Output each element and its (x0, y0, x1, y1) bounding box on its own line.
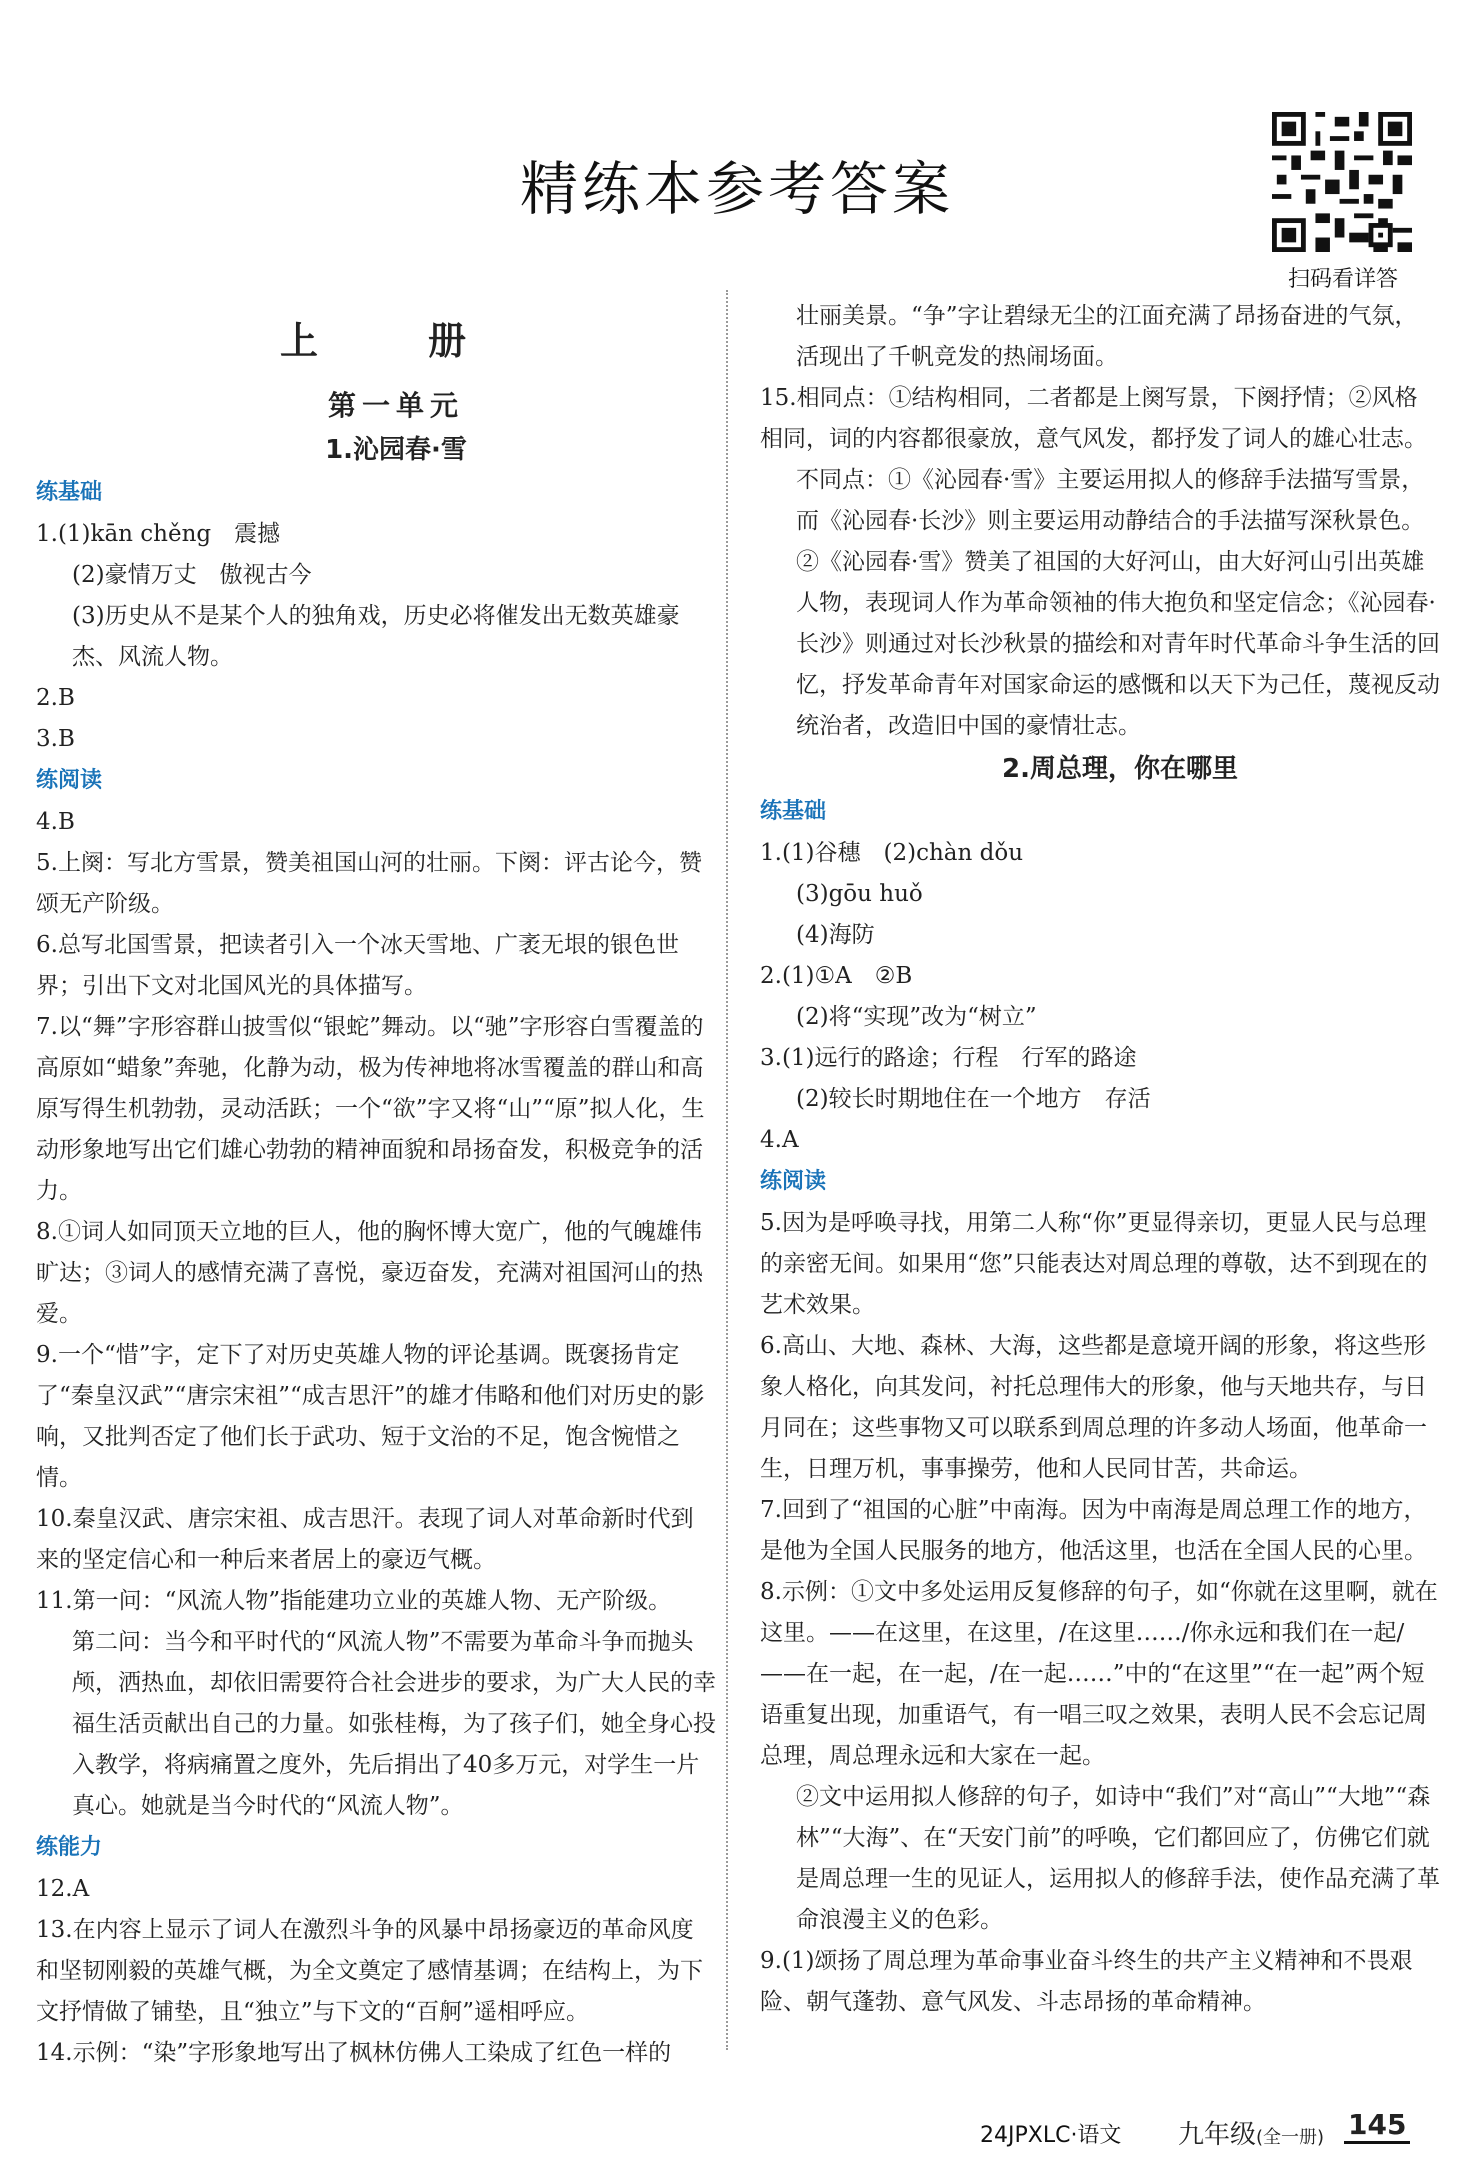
lesson-heading: 1.沁园春·雪 (325, 435, 467, 465)
answer-item: 第二问：当今和平时代的“风流人物”不需要为革命斗争而抛头颅，洒热血，却依旧需要符合社会进步的要求，为广大人民的幸福生活贡献出自己的力量。如张桂梅，为了孩子们，她全身心投入教学，将病痛置之度外，先后捐出了40多万元，对学生一片真心。她就是当今时代的“风流人物”。 (72, 1629, 716, 1819)
answer-item: 不同点：①《沁园春·雪》主要运用拟人的修辞手法描写雪景，而《沁园春·长沙》则主要运用动静结合的手法描写深秋景色。②《沁园春·雪》赞美了祖国的大好河山，由大好河山引出英雄人物，表现词人作为革命领袖的伟大抱负和坚定信念；《沁园春·长沙》则通过对长沙秋景的描绘和对青年时代革命斗争生活的回忆，抒发革命青年对国家命运的感慨和以天下为己任，蔑视反动统治者，改造旧中国的豪情壮志。 (796, 467, 1440, 739)
answer-item: 3.B (36, 726, 75, 752)
answer-item: (2)较长时期地住在一个地方 存活 (796, 1086, 1151, 1112)
answer-item: (2)将“实现”改为“树立” (796, 1004, 1037, 1030)
lesson-heading: 2.周总理，你在哪里 (1002, 754, 1238, 784)
answer-item: 2.(1)①A ②B (760, 963, 913, 989)
answer-item: 4.B (36, 809, 75, 835)
grade-label: 九年级 (1178, 2120, 1257, 2150)
answer-item: 7.以“舞”字形容群山披雪似“银蛇”舞动。以“驰”字形容白雪覆盖的高原如“蜡象”奔驰，化静为动，极为传神地将冰雪覆盖的群山和高原写得生机勃勃，灵动活跃；一个“欲”字又将“山”“原”拟人化，生动形象地写出它们雄心勃勃的精神面貌和昂扬奋发，积极竞争的活力。 (36, 1014, 705, 1204)
section-heading: 练能力 (36, 1835, 103, 1860)
answer-item: 4.A (760, 1127, 799, 1153)
volume-heading: 上 册 (279, 319, 502, 363)
left-column (36, 292, 716, 2074)
section-heading: 练阅读 (760, 1169, 827, 1194)
answer-item: 10.秦皇汉武、唐宗宋祖、成吉思汗。表现了词人对革命新时代到来的坚定信心和一种后来者居上的豪迈气概。 (36, 1506, 694, 1573)
answer-item: 壮丽美景。“争”字让碧绿无尘的江面充满了昂扬奋进的气氛，活现出了千帆竞发的热闹场面。 (796, 303, 1418, 370)
page-title: 精练本参考答案 (519, 155, 954, 223)
answer-item: 1.(1)谷穗 (2)chàn dǒu (760, 840, 1024, 866)
answer-item: 14.示例：“染”字形象地写出了枫林仿佛人工染成了红色一样的 (36, 2040, 672, 2066)
answer-item: 9.(1)颂扬了周总理为革命事业奋斗终生的共产主义精神和不畏艰险、朝气蓬勃、意气风发、斗志昂扬的革命精神。 (760, 1948, 1413, 2015)
answer-item: 13.在内容上显示了词人在激烈斗争的风暴中昂扬豪迈的革命风度和坚韧刚毅的英雄气概，为全文奠定了感情基调；在结构上，为下文抒情做了铺垫，且“独立”与下文的“百舸”遥相呼应。 (36, 1917, 703, 2025)
footer-code: 24JPXLC·语文 (980, 2123, 1122, 2148)
page-number: 145 (1344, 2108, 1410, 2144)
qr-caption: 扫码看详答 (1287, 267, 1398, 292)
answer-item: 2.B (36, 685, 75, 711)
answer-item: 5.上阕：写北方雪景，赞美祖国山河的壮丽。下阕：评古论今，赞颂无产阶级。 (36, 850, 702, 917)
qr-code-icon[interactable] (1272, 112, 1412, 252)
answer-item: 6.高山、大地、森林、大海，这些都是意境开阔的形象，将这些形象人格化，向其发问，衬托总理伟大的形象，他与天地共存，与日月同在；这些事物又可以联系到周总理的许多动人场面，他革命一生，日理万机，事事操劳，他和人民同甘苦，共命运。 (760, 1333, 1427, 1482)
section-heading: 练阅读 (36, 768, 103, 793)
section-heading: 练基础 (36, 480, 103, 505)
footer-grade (1178, 2114, 1324, 2151)
answer-item: 8.①词人如同顶天立地的巨人，他的胸怀博大宽广，他的气魄雄伟旷达；③词人的感情充满了喜悦，豪迈奋发，充满对祖国河山的热爱。 (36, 1219, 703, 1327)
column-divider (726, 290, 728, 2050)
answer-item: 1.(1)kān chěng 震撼 (36, 521, 281, 547)
answer-item: 5.因为是呼唤寻找，用第二人称“你”更显得亲切，更显人民与总理的亲密无间。如果用“您”只能表达对周总理的尊敬，达不到现在的艺术效果。 (760, 1210, 1428, 1318)
answer-item: (3)历史从不是某个人的独角戏，历史必将催发出无数英雄豪杰、风流人物。 (72, 603, 680, 670)
answer-item: 15.相同点：①结构相同，二者都是上阕写景，下阕抒情；②风格相同，词的内容都很豪放，意气风发，都抒发了词人的雄心壮志。 (760, 385, 1427, 452)
grade-note: (全一册) (1256, 2127, 1325, 2148)
answer-item: (4)海防 (796, 922, 875, 948)
right-column (760, 296, 1440, 2023)
answer-item: 12.A (36, 1876, 90, 1902)
answer-item: (3)gōu huǒ (796, 881, 923, 907)
answer-item: 3.(1)远行的路途；行程 行军的路途 (760, 1045, 1137, 1071)
section-heading: 练基础 (760, 799, 827, 824)
unit-heading: 第一单元 (327, 389, 464, 422)
answer-item: 8.示例：①文中多处运用反复修辞的句子，如“你就在这里啊，就在这里。——在这里，在这里，/在这里……/你永远和我们在一起/——在一起，在一起，/在一起……”中的“在这里”“在一起”两个短语重复出现，加重语气，有一唱三叹之效果，表明人民不会忘记周总理，周总理永远和大家在一起。 (760, 1579, 1438, 1769)
answer-item: 9.一个“惜”字，定下了对历史英雄人物的评论基调。既褒扬肯定了“秦皇汉武”“唐宗宋祖”“成吉思汗”的雄才伟略和他们对历史的影响，又批判否定了他们长于武功、短于文治的不足，饱含惋惜之情。 (36, 1342, 705, 1491)
answer-item: (2)豪情万丈 傲视古今 (72, 562, 312, 588)
answer-item: 7.回到了“祖国的心脏”中南海。因为中南海是周总理工作的地方，是他为全国人民服务的地方，他活这里，也活在全国人民的心里。 (760, 1497, 1427, 1564)
answer-item: 11.第一问：“风流人物”指能建功立业的英雄人物、无产阶级。 (36, 1588, 672, 1614)
answer-item: ②文中运用拟人修辞的句子，如诗中“我们”对“高山”“大地”“森林”“大海”、在“天安门前”的呼唤，它们都回应了，仿佛它们就是周总理一生的见证人，运用拟人的修辞手法，使作品充满了革命浪漫主义的色彩。 (796, 1784, 1440, 1933)
answer-item: 6.总写北国雪景，把读者引入一个冰天雪地、广袤无垠的银色世界；引出下文对北国风光的具体描写。 (36, 932, 679, 999)
